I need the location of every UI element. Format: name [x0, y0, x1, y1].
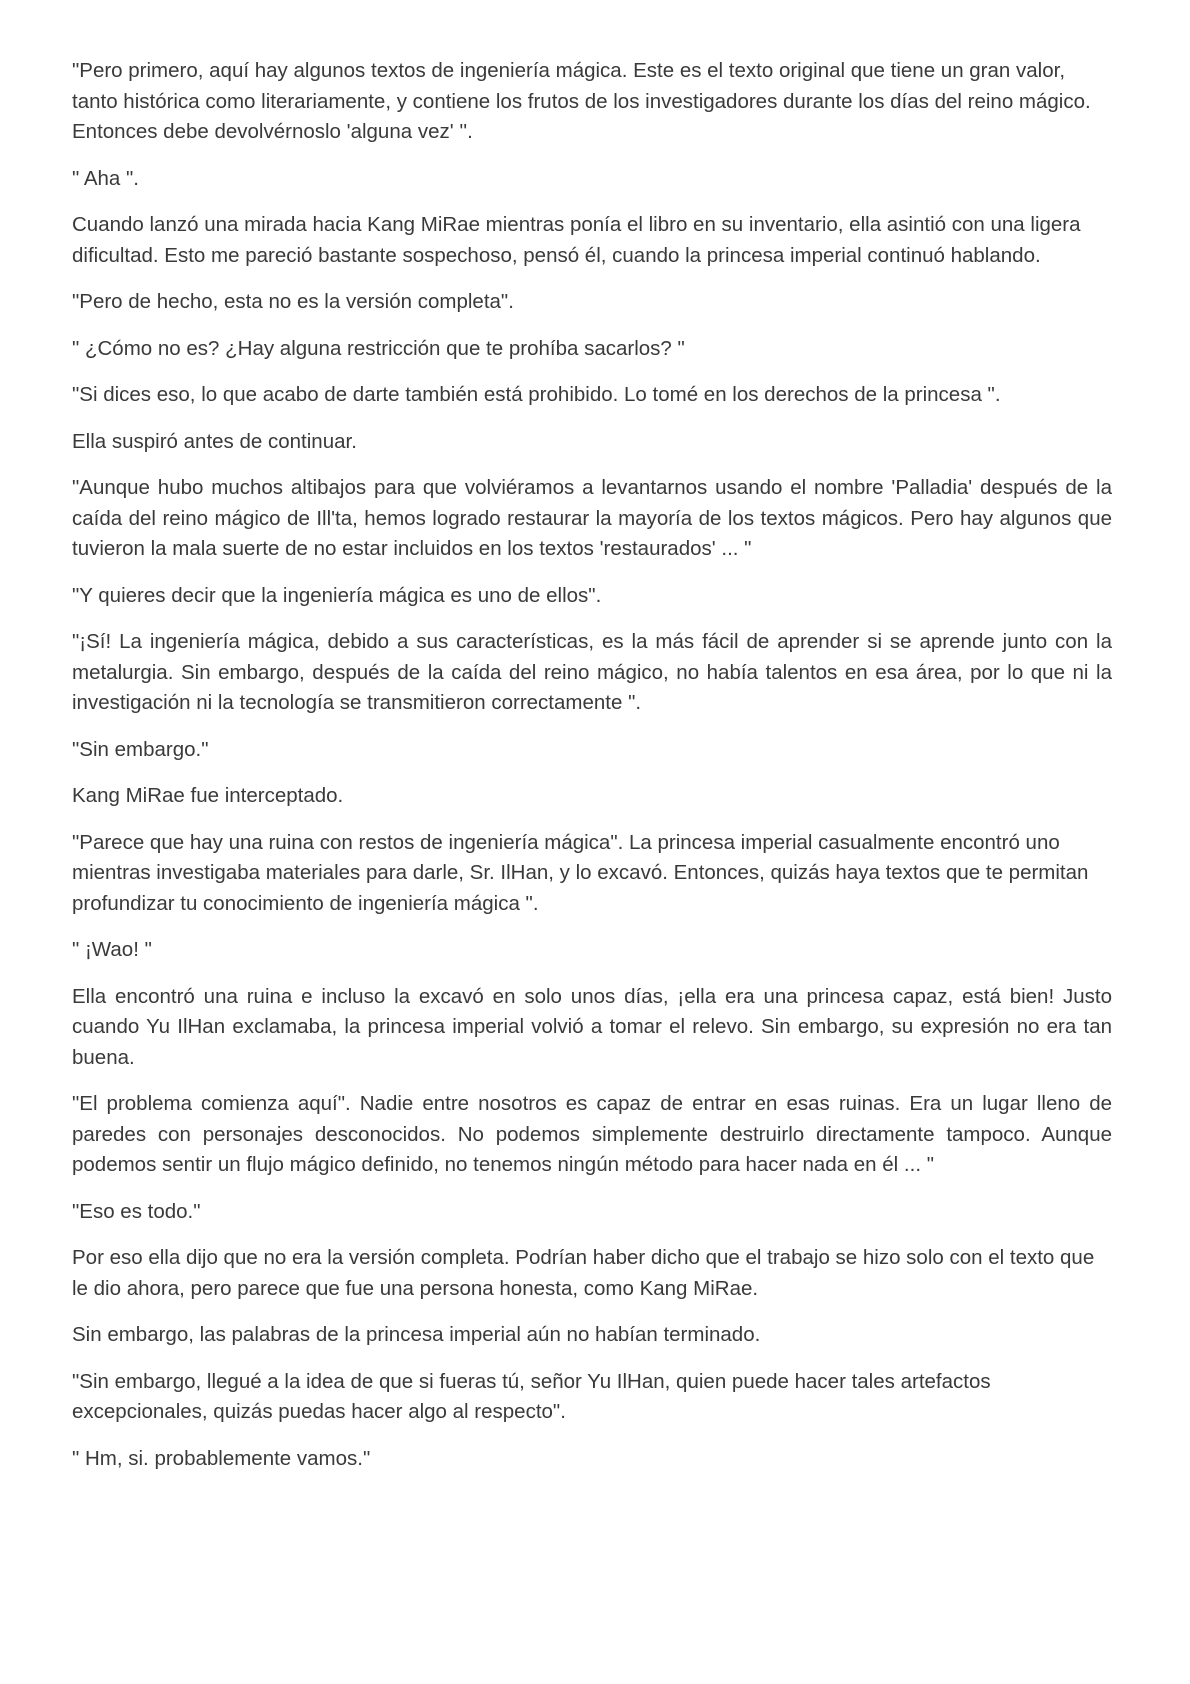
paragraph-7: Ella suspiró antes de continuar.	[72, 429, 357, 453]
paragraph-16: "El problema comienza aquí". Nadie entre nosotros es capaz de entrar en esas ruinas. Era un lugar lleno de paredes con personajes desconocidos. No podemos simplemente destruirlo directamente tampoco. Aunque podemos sentir un flujo mágico definido, no tenemos ningún método para hacer nada en él ... "	[72, 1092, 1112, 1176]
paragraph-10: "¡Sí! La ingeniería mágica, debido a sus características, es la más fácil de aprender si se aprende junto con la metalurgia. Sin embargo, después de la caída del reino mágico, no había talentos en esa área, por lo que ni la investigación ni la tecnología se transmitieron correctamente ".	[72, 630, 1112, 714]
paragraph-4: "Pero de hecho, esta no es la versión completa".	[72, 290, 514, 313]
paragraph-1: "Pero primero, aquí hay algunos textos de ingeniería mágica. Este es el texto original que tiene un gran valor, tanto histórica como literariamente, y contiene los frutos de los investigadores durante los días del reino mágico. Entonces debe devolvérnoslo 'alguna vez' ''.	[72, 59, 1091, 143]
paragraph-19: Sin embargo, las palabras de la princesa imperial aún no habían terminado.	[72, 1323, 761, 1346]
paragraph-2: " Aha ".	[72, 166, 139, 190]
paragraph-8: "Aunque hubo muchos altibajos para que volviéramos a levantarnos usando el nombre 'Palladia' después de la caída del reino mágico de Ill'ta, hemos logrado restaurar la mayoría de los textos mágicos. Pero hay algunos que tuvieron la mala suerte de no estar incluidos en los textos 'restaurados' ... "	[72, 476, 1112, 560]
document-page	[72, 56, 1112, 1490]
paragraph-13: "Parece que hay una ruina con restos de ingeniería mágica". La princesa imperial casualmente encontró uno mientras investigaba materiales para darle, Sr. IlHan, y lo excavó. Entonces, quizás haya textos que te permitan profundizar tu conocimiento de ingeniería mágica ".	[72, 830, 1089, 915]
paragraph-14: " ¡Wao! "	[72, 938, 152, 961]
paragraph-18: Por eso ella dijo que no era la versión completa. Podrían haber dicho que el trabajo se hizo solo con el texto que le dio ahora, pero parece que fue una persona honesta, como Kang MiRae.	[72, 1246, 1095, 1300]
paragraph-5: " ¿Cómo no es? ¿Hay alguna restricción que te prohíba sacarlos? "	[72, 336, 685, 360]
paragraph-15: Ella encontró una ruina e incluso la excavó en solo unos días, ¡ella era una princesa capaz, está bien! Justo cuando Yu IlHan exclamaba, la princesa imperial volvió a tomar el relevo. Sin embargo, su expresión no era tan buena.	[72, 984, 1112, 1069]
paragraph-21: " Hm, si. probablemente vamos."	[72, 1446, 371, 1470]
paragraph-12: Kang MiRae fue interceptado.	[72, 784, 344, 807]
paragraph-3: Cuando lanzó una mirada hacia Kang MiRae mientras ponía el libro en su inventario, ella asintió con una ligera dificultad. Esto me pareció bastante sospechoso, pensó él, cuando la princesa imperial continuó hablando.	[72, 213, 1081, 267]
paragraph-20: "Sin embargo, llegué a la idea de que si fueras tú, señor Yu IlHan, quien puede hacer tales artefactos excepcionales, quizás puedas hacer algo al respecto".	[72, 1369, 991, 1423]
paragraph-11: "Sin embargo."	[72, 737, 209, 761]
paragraph-9: "Y quieres decir que la ingeniería mágica es uno de ellos".	[72, 583, 602, 607]
paragraph-17: "Eso es todo."	[72, 1199, 201, 1223]
paragraph-6: "Si dices eso, lo que acabo de darte también está prohibido. Lo tomé en los derechos de la princesa ".	[72, 383, 1001, 406]
